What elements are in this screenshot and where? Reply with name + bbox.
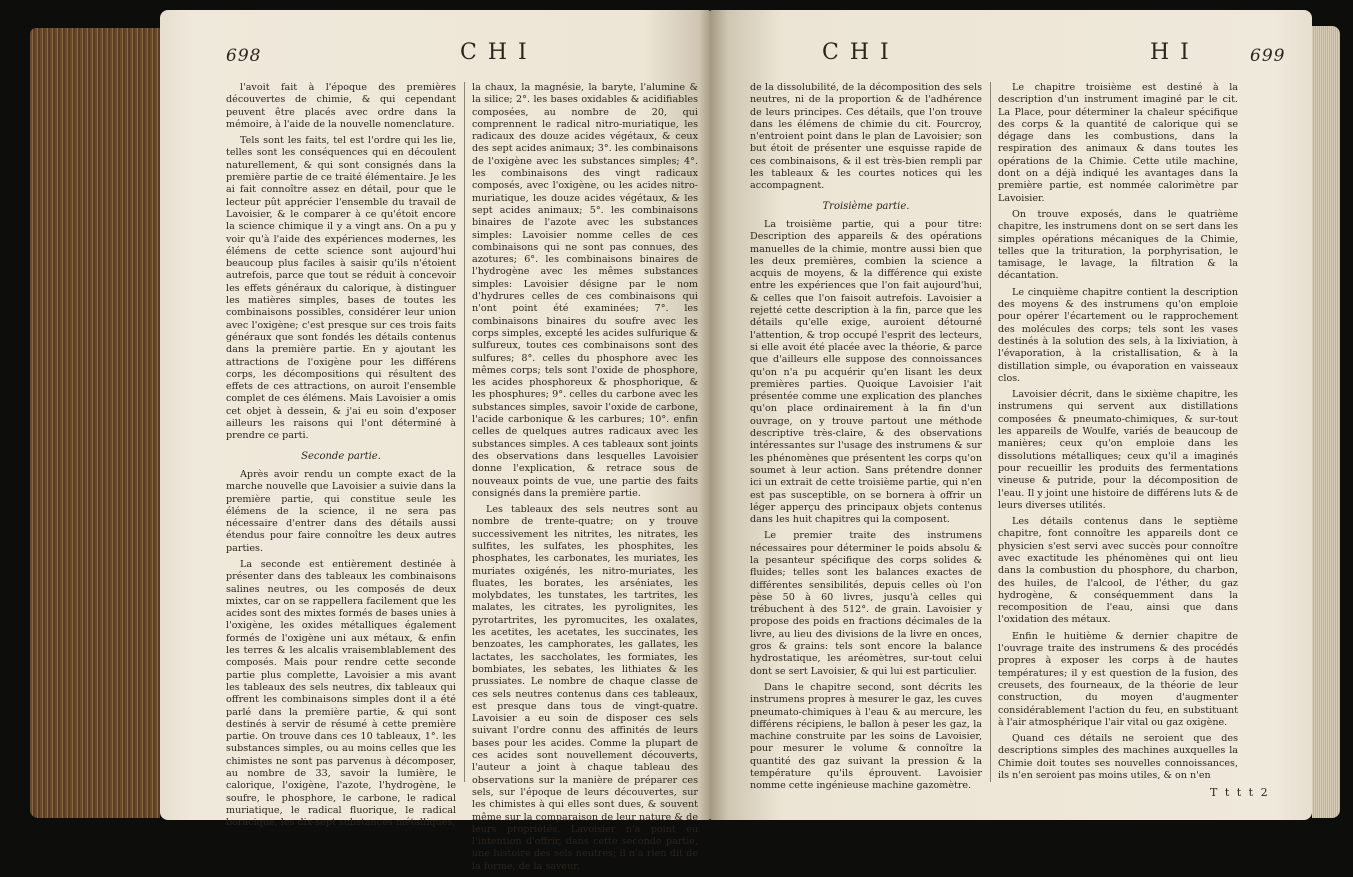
column-rule-left [464, 82, 465, 782]
paragraph: Lavoisier décrit, dans le sixième chapitre, les instrumens qui servent aux distillations composées & pneumato-chimiques, & sur-tout les appareils de Woulfe, variés de beaucoup de manières; ceux qu'on emploie dans les dissolutions métalliques; ceux qu'il a imaginés pour recueillir les produits des fermentations vineuse & putride, pour la décomposition de l'eau. Il y joint une histoire de différens luts & de leurs diverses utilités. [998, 389, 1238, 511]
page-number-right: 699 [1250, 46, 1286, 66]
right-page [710, 10, 1312, 820]
column-rule-right [990, 82, 991, 782]
open-book [30, 10, 1340, 872]
running-header-right-2: H I [1150, 40, 1191, 65]
paragraph: Les détails contenus dans le septième chapitre, font connoître les appareils dont ce physicien s'est servi avec succès pour connoître avec exactitude les phénomènes qui ont lieu dans la combustion du phosphore, du charbon, des huiles, de l'alcool, de l'éther, du gaz hydrogène, & conséquemment dans la recomposition de l'eau, ainsi que dans l'oxidation des métaux. [998, 516, 1238, 626]
page-block-edge-left [30, 28, 160, 818]
paragraph: Quand ces détails ne seroient que des descriptions simples des machines auxquelles la Chimie doit toutes ses nouvelles connoissances, ils n'en seroient pas moins utiles, & on n'en [998, 733, 1238, 782]
paragraph: On trouve exposés, dans le quatrième chapitre, les instrumens dont on se sert dans les simples opérations mécaniques de la Chimie, telles que la trituration, la porphyrisation, le tamisage, le lavage, la filtration & la décantation. [998, 208, 1238, 282]
paragraph: Les tableaux des sels neutres sont au nombre de trente-quatre; on y trouve successivement les nitrites, les nitrates, les sulfites, les sulfates, les phosphites, les phosphates, les carbonates, les muriates, les muriates oxigénés, les nitro-muriates, les fluates, les borates, les arséniates, les molybdates, les tunstates, les tartrites, les malates, les citrates, les pyrolignites, les pyrotartrites, les pyromucites, les oxalates, les acetites, les acetates, les succinates, les benzoates, les camphorates, les gallates, les lactates, les saccholates, les formiates, les bombiates, les sebates, les lithiates & les prussiates. Le nombre de chaque classe de ces sels neutres contenus dans ces tableaux, est presque dans tous de vingt-quatre. Lavoisier a eu soin de disposer ces sels suivant l'ordre connu des affinités de leurs bases pour les acides. Comme la plupart de ces acides sont nouvellement découverts, l'auteur a joint à chaque tableau des observations sur la manière de préparer ces sels, sur l'époque de leurs découvertes, sur les chimistes à qui elles sont dues, & souvent même sur la comparaison de leur nature & de leurs propriétés. Lavoisier n'a point eu l'intention d'offrir, dans cette seconde partie, une histoire des sels neutres; il n'a rien dit de la forme, de la saveur, [472, 504, 698, 872]
paragraph: Le cinquième chapitre contient la description des moyens & des instrumens qu'on emploie pour opérer l'écartement ou le rapprochement des molécules des corps; tels sont les vases destinés à la solution des sels, à la lixiviation, à l'évaporation, à la cristallisation, & à la distillation simple, ou évaporation en vaisseaux clos. [998, 286, 1238, 384]
paragraph: Enfin le huitième & dernier chapitre de l'ouvrage traite des instrumens & des procédés propres à exposer les corps à de hautes températures; il y est question de la fusion, des creusets, des fourneaux, de la théorie de leur construction, du moyen d'augmenter considérablement l'action du feu, en substituant à l'air atmosphérique l'air vital ou gaz oxigène. [998, 630, 1238, 728]
paragraph: Après avoir rendu un compte exact de la marche nouvelle que Lavoisier a suivie dans la première partie, qui constitue seule les élémens de la science, il ne sera pas nécessaire d'entrer dans des détails aussi étendus pour faire connoître les deux autres parties. [226, 468, 456, 554]
paragraph: Dans le chapitre second, sont décrits les instrumens propres à mesurer le gaz, les cuves pneumato-chimiques à l'eau & au mercure, les différens récipiens, le ballon à peser les gaz, la machine construite par les soins de Lavoisier, pour mesurer le volume & connoître la quantité des gaz suivant la pression & la température qu'ils éprouvent. Lavoisier nomme cette ingénieuse machine gazomètre. [750, 681, 982, 792]
paragraph: La troisième partie, qui a pour titre: Description des appareils & des opérations manuelles de la chimie, montre aussi bien que les deux premières, combien la science a acquis de moyens, & la différence qui existe entre les expériences que l'on fait aujourd'hui, & celles que l'on faisoit autrefois. Lavoisier a rejetté cette description à la fin, parce que les détails qu'elle exige, auroient détourné l'attention, & trop occupé l'esprit des lecteurs, si elle avoit été placée avec la théorie, & parce que d'ailleurs elle suppose des connoissances qu'on n'a pu acquérir qu'en lisant les deux premières parties. Quoique Lavoisier l'ait présentée comme une explication des planches qu'on place ordinairement à la fin d'un ouvrage, on y trouve partout une méthode descriptive très-claire, & des observations intéressantes sur l'usage des instrumens & sur les phénomènes que présentent les corps qu'on soumet à leur action. Sans prétendre donner ici un extrait de cette troisième partie, qui n'en est pas susceptible, on se bornera à offrir un léger apperçu des principaux objets contenus dans les huit chapitres qui la composent. [750, 218, 982, 526]
paragraph: Le premier traite des instrumens nécessaires pour déterminer le poids absolu & la pesanteur spécifique des corps solides & fluides; telles sont les balances exactes de différentes sensibilités, depuis celles où l'on pèse 50 à 60 livres, jusqu'à celles qui trébuchent à des 512°. de grain. Lavoisier y propose des poids en fractions décimales de la livre, au lieu des divisions de la livre en onces, gros & grains: tels sont encore la balance hydrostatique, les aréomètres, sur-tout celui dont se sert Lavoisier, & qui lui est particulier. [750, 530, 982, 677]
right-column-2 [998, 82, 1238, 786]
running-header-right: C H I [822, 40, 891, 65]
right-column-1 [750, 82, 982, 797]
section-heading: Troisième partie. [822, 200, 910, 212]
page-number-left: 698 [226, 46, 262, 66]
running-header-left: C H I [460, 40, 529, 65]
page-block-edge-right [1312, 26, 1340, 818]
left-column-1 [226, 82, 456, 834]
signature-mark: T t t t 2 [1210, 786, 1270, 799]
section-heading: Seconde partie. [301, 450, 381, 462]
paragraph: l'avoit fait à l'époque des premières découvertes de chimie, & qui cependant peuvent être placés avec ordre dans la mémoire, à l'aide de la nouvelle nomenclature. [226, 82, 456, 130]
paragraph: Le chapitre troisième est destiné à la description d'un instrument imaginé par le cit. La Place, pour déterminer la chaleur spécifique des corps & la quantité de calorique qui se dégage dans les combustions, dans la respiration des animaux & dans toutes les opérations de la Chimie. Cette utile machine, dont on a déjà indiqué les avantages dans la première partie, est nommée calorimètre par Lavoisier. [998, 82, 1238, 204]
paragraph: de la dissolubilité, de la décomposition des sels neutres, ni de la proportion & de l'adhérence de leurs principes. Ces détails, que l'on trouve dans les élémens de chimie du cit. Fourcroy, n'entroient point dans le plan de Lavoisier; son but étoit de présenter une esquisse rapide de ces combinaisons, & il est très-bien rempli par les tableaux & les courtes notices qui les accompagnent. [750, 82, 982, 192]
paragraph: la chaux, la magnésie, la baryte, l'alumine & la silice; 2°. les bases oxidables & acidifiables composées, au nombre de 20, qui comprennent le radical nitro-muriatique, les radicaux des douze acides végétaux, & ceux des sept acides animaux; 3°. les combinaisons de l'oxigène avec les substances simples; 4°. les combinaisons des vingt radicaux composés, avec l'oxigène, ou les acides nitro-muriatique, les douze acides végétaux, & les sept acides animaux; 5°. les combinaisons binaires de l'azote avec les substances simples: Lavoisier nomme celles de ces combinaisons qui ne sont pas connues, des azotures; 6°. les combinaisons binaires de l'hydrogène avec les mêmes substances simples: Lavoisier désigne par le nom d'hydrures celles de ces combinaisons qui n'ont point été examinées; 7°. les combinaisons binaires du soufre avec les corps simples, excepté les acides sulfurique & sulfureux, toutes ces combinaisons sont des sulfures; 8°. celles du phosphore avec les mêmes corps; tels sont l'oxide de phosphore, les acides phosphoreux & phosphorique, & les phosphures; 9°. celles du carbone avec les substances simples, savoir l'oxide de carbone, l'acide carbonique & les carbures; 10°. enfin celles de quelques autres radicaux avec les substances simples. A ces tableaux sont joints des observations dans lesquelles Lavoisier donne l'explication, & retrace sous de nouveaux points de vue, une partie des faits consignés dans la première partie. [472, 82, 698, 499]
left-column-2 [472, 82, 698, 877]
paragraph: Tels sont les faits, tel est l'ordre qui les lie, telles sont les conséquences qui en découlent naturellement, & qui sont consignés dans la première partie de ce traité élémentaire. Je les ai fait connoître assez en détail, pour que le lecteur pût apprécier l'ensemble du travail de Lavoisier, & le comparer à ce qu'étoit encore la science chimique il y a vingt ans. On a pu y voir qu'à l'aide des expériences modernes, les élémens de cette science sont aujourd'hui beaucoup plus faciles à saisir qu'ils n'étoient autrefois, parce que tout se réduit à concevoir les effets généraux du calorique, à distinguer les matières simples, bases de toutes les combinaisons possibles, considérer leur union avec l'oxigène; c'est presque sur ces trois faits généraux que sont fondés les détails contenus dans la première partie. En y ajoutant les attractions de l'oxigène pour les différens corps, les décompositions qui résultent des effets de ces attractions, on auroit l'ensemble complet de ces élémens. Mais Lavoisier a omis cet objet à dessein, & j'ai eu soin d'exposer ailleurs les raisons qui l'ont déterminé à prendre ce parti. [226, 135, 456, 442]
left-page [160, 10, 710, 872]
paragraph: La seconde est entièrement destinée à présenter dans des tableaux les combinaisons salines neutres, ou les composés de deux mixtes, car on se rappellera facilement que les acides sont des mixtes formés de bases unies à l'oxigène, les oxides métalliques également formés de l'oxigène uni aux métaux, & enfin les terres & les alcalis vraisemblablement des composés. Mais pour rendre cette seconde partie plus complette, Lavoisier a mis avant les tableaux des sels neutres, dix tableaux qui offrent les combinaisons simples dont il a été parlé dans la première partie, & qui sont destinés à servir de résumé à cette première partie. On trouve dans ces 10 tableaux, 1°. les substances simples, ou au moins celles que les chimistes ne sont pas parvenus à décomposer, au nombre de 33, savoir la lumière, le calorique, l'oxigène, l'azote, l'hydrogène, le soufre, le phosphore, le carbone, le radical muriatique, le radical fluorique, le radical boracique, les dix-sept substances métalliques, [226, 558, 456, 829]
